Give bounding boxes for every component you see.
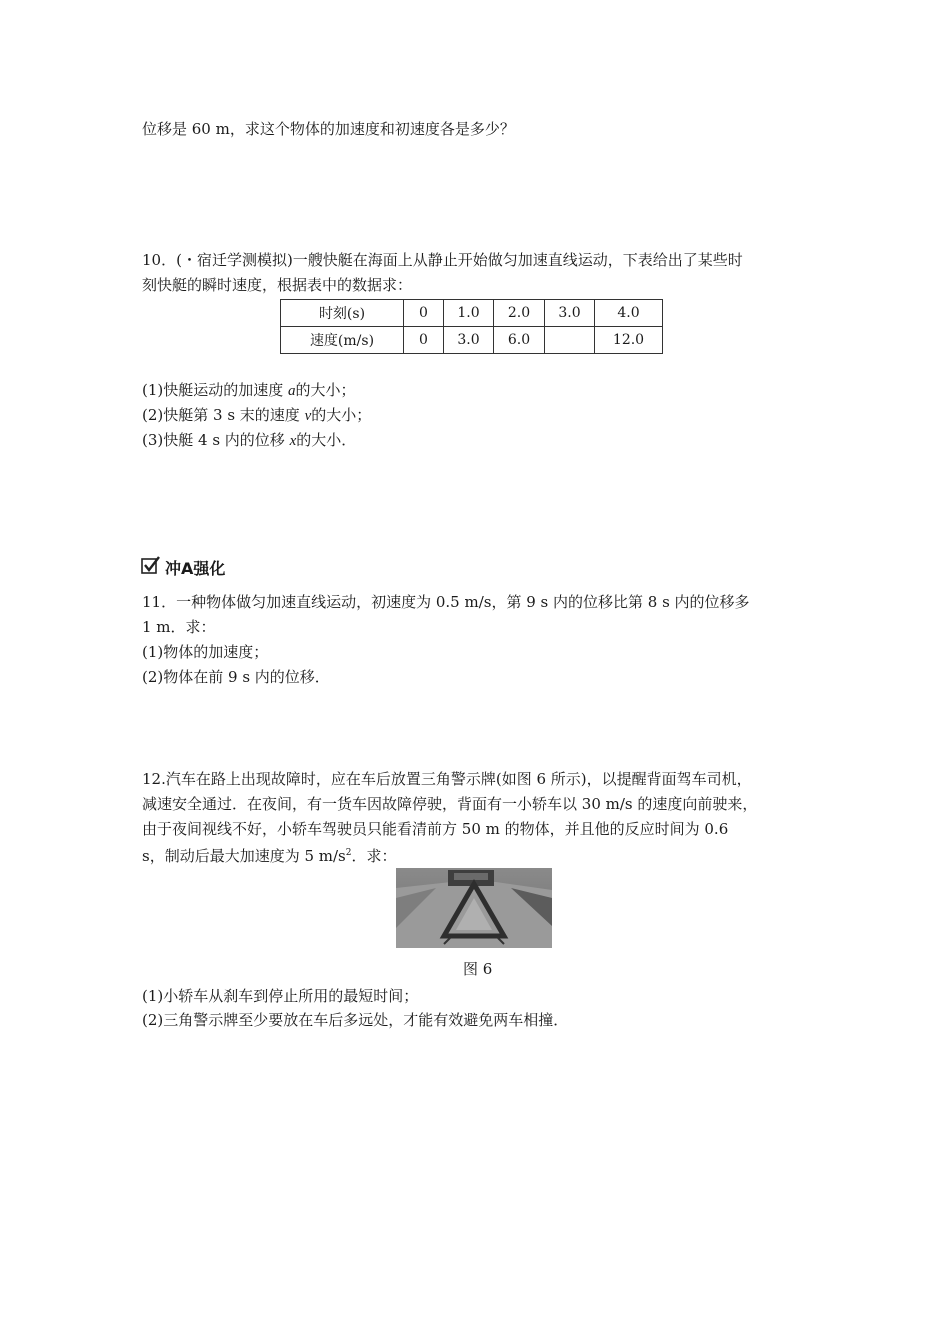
q11-stem-line1: 11．一种物体做匀加速直线运动，初速度为 0.5 m/s，第 9 s 内的位移比第 8 s 内的位移多	[142, 593, 750, 611]
figure-caption: 图 6	[463, 960, 493, 978]
table-cell: 2.0	[494, 300, 545, 327]
q12-stem-line4: s，制动后最大加速度为 5 $m/s^2$．求：	[142, 847, 397, 865]
q10-stem-line2: 刻快艇的瞬时速度，根据表中的数据求：	[142, 276, 413, 294]
section-heading	[141, 556, 225, 578]
table-cell: 0	[404, 327, 444, 354]
q10-stem-line1: 10．(・宿迁学测模拟)一艘快艇在海面上从静止开始做匀加速直线运动，下表给出了某些时	[142, 251, 743, 269]
q11-part1: (1)物体的加速度；	[142, 643, 269, 661]
table-row	[281, 327, 663, 354]
table-cell: 3.0	[444, 327, 494, 354]
q10-part2: (2)快艇第 3 s 末的速度 v的大小；	[142, 406, 372, 424]
table-row	[281, 300, 663, 327]
table-cell: 6.0	[494, 327, 545, 354]
table-cell: 速度(m/s)	[281, 327, 404, 354]
q12-part1: (1)小轿车从刹车到停止所用的最短时间；	[142, 987, 419, 1005]
q11-stem-line2: 1 m．求：	[142, 618, 216, 636]
q11-part2: (2)物体在前 9 s 内的位移．	[142, 668, 330, 686]
velocity-table	[280, 299, 663, 354]
q10-part1: (1)快艇运动的加速度 a的大小；	[142, 381, 356, 399]
section-title: 冲A强化	[165, 558, 226, 578]
q10-part3: (3)快艇 4 s 内的位移 x的大小．	[142, 431, 357, 449]
q12-part2: (2)三角警示牌至少要放在车后多远处，才能有效避免两车相撞．	[142, 1011, 569, 1029]
q12-stem-line1: 12.汽车在路上出现故障时，应在车后放置三角警示牌(如图 6 所示)，以提醒背面驾车司机，	[142, 770, 752, 788]
table-cell: 3.0	[545, 300, 595, 327]
table-cell: 12.0	[595, 327, 663, 354]
checkbox-check-icon	[141, 556, 161, 578]
table-cell: 1.0	[444, 300, 494, 327]
q9-continuation: 位移是 60 m，求这个物体的加速度和初速度各是多少？	[142, 120, 515, 138]
q12-stem-line3: 由于夜间视线不好，小轿车驾驶员只能看清前方 50 m 的物体，并且他的反应时间为 0.6	[142, 820, 729, 838]
table-cell: 4.0	[595, 300, 663, 327]
table-cell: 0	[404, 300, 444, 327]
q12-stem-line2: 减速安全通过．在夜间，有一货车因故障停驶，背面有一小轿车以 30 m/s 的速度向前驶来，	[142, 795, 758, 813]
table-cell	[545, 327, 595, 354]
table-cell: 时刻(s)	[281, 300, 404, 327]
warning-triangle-photo	[396, 868, 552, 948]
